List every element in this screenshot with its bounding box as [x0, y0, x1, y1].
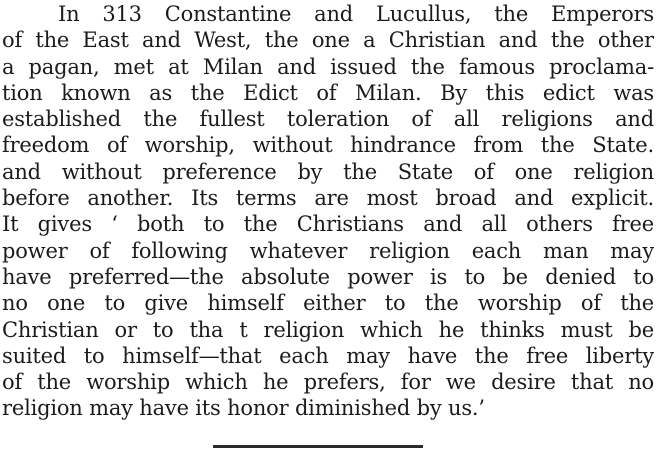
text-line: before another. Its terms are most broad and explicit.: [2, 186, 654, 211]
edict-of-milan-paragraph: [2, 1, 654, 422]
text-line: of the East and West, the one a Christian and the other: [2, 28, 654, 53]
text-line: In 313 Constantine and Lucullus, the Emperors: [58, 2, 654, 26]
text-line: It gives ‘ both to the Christians and all others free: [2, 212, 654, 237]
text-line: suited to himself—that each may have the free liberty: [2, 343, 654, 368]
text-line: have preferred—the absolute power is to be denied to: [2, 264, 654, 289]
text-line: tion known as the Edict of Milan. By this edict was: [2, 80, 654, 105]
text-line: Christian or to tha t religion which he thinks must be: [2, 317, 654, 342]
text-line: religion may have its honor diminished by us.’: [2, 396, 485, 421]
text-line: and without preference by the State of one religion: [2, 159, 654, 184]
text-line: freedom of worship, without hindrance from the State.: [2, 133, 654, 158]
section-divider: [213, 445, 423, 448]
text-line: of the worship which he prefers, for we desire that no: [2, 370, 654, 395]
text-line: power of following whatever religion each man may: [2, 238, 654, 263]
text-line: no one to give himself either to the worship of the: [2, 291, 654, 316]
text-line: a pagan, met at Milan and issued the famous proclama-: [2, 54, 654, 79]
text-line: established the fullest toleration of all religions and: [2, 107, 654, 132]
